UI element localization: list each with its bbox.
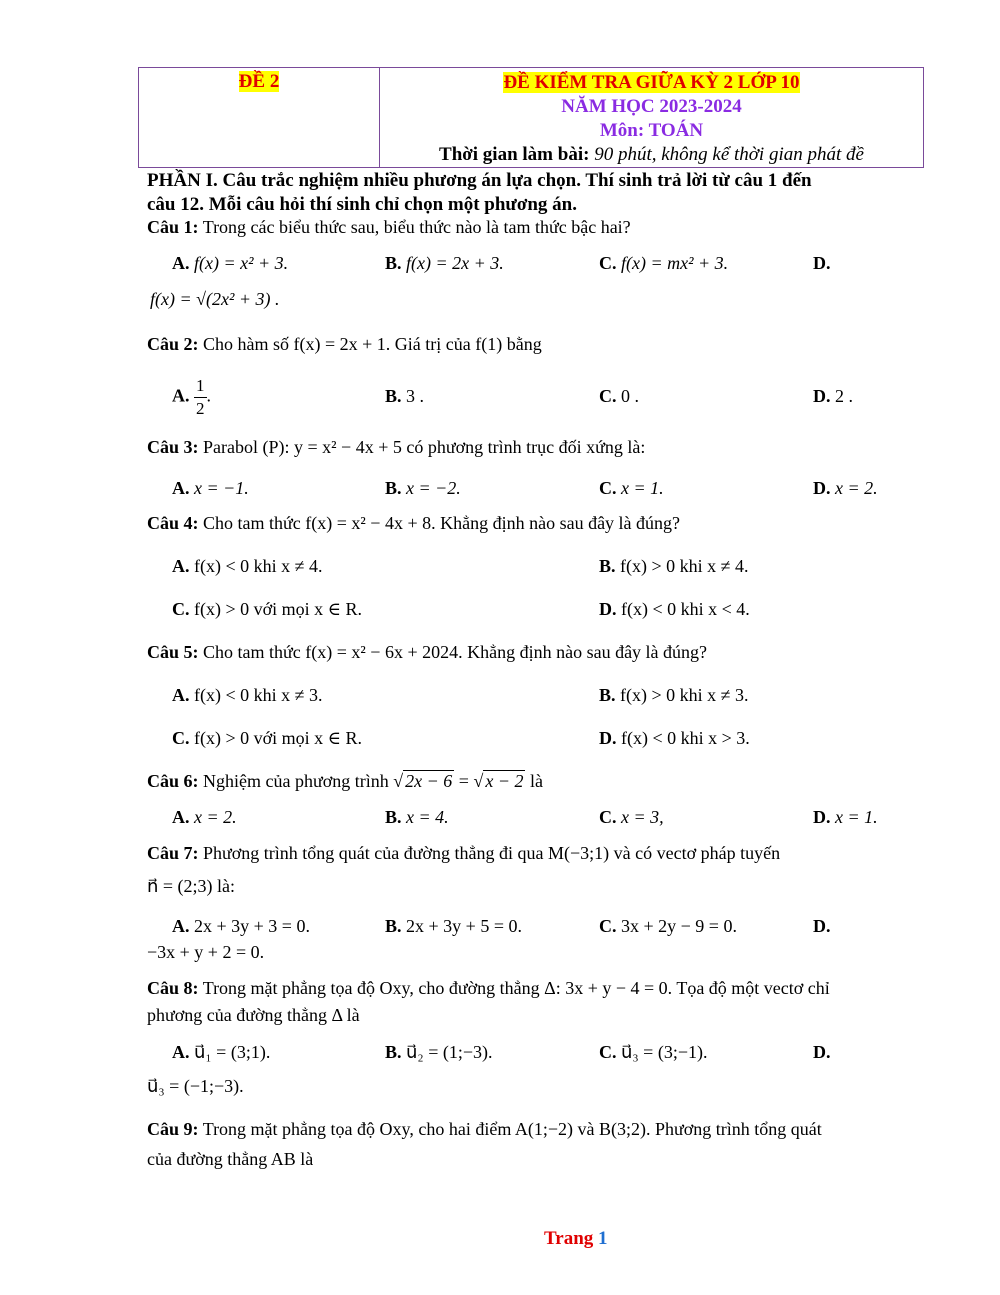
option-d[interactable]: D. f(x) < 0 khi x > 3. xyxy=(599,728,750,748)
question-9: Câu 9: Trong mặt phẳng tọa độ Oxy, cho hai điểm A(1;−2) và B(3;2). Phương trình tổng quát xyxy=(147,1119,822,1139)
question-2: Câu 2: Cho hàm số f(x) = 2x + 1. Giá trị của f(1) bằng xyxy=(147,334,542,354)
option-d[interactable]: D. xyxy=(813,916,831,936)
option-d[interactable]: D. x = 1. xyxy=(813,807,878,827)
question-6: Câu 6: Nghiệm của phương trình √ 2x − 6 = √ x − 2 là xyxy=(147,771,543,791)
question-3: Câu 3: Parabol (P): y = x² − 4x + 5 có phương trình trục đối xứng là: xyxy=(147,437,646,457)
section-title-line1: PHẦN I. Câu trắc nghiệm nhiều phương án lựa chọn. Thí sinh trả lời từ câu 1 đến xyxy=(147,170,812,191)
question-8: Câu 8: Trong mặt phẳng tọa độ Oxy, cho đường thẳng Δ: 3x + y − 4 = 0. Tọa độ một vectơ chỉ xyxy=(147,978,830,998)
question-8-line2: phương của đường thẳng Δ là xyxy=(147,1005,360,1025)
option-c[interactable]: C. f(x) = mx² + 3. xyxy=(599,253,729,273)
option-c[interactable]: C. x = 1. xyxy=(599,478,664,498)
option-b[interactable]: B. 2x + 3y + 5 = 0. xyxy=(385,916,522,936)
time-label: Thời gian làm bài: xyxy=(439,144,590,165)
page-footer xyxy=(544,1228,608,1250)
sqrt-expression: 2x − 6 xyxy=(405,771,453,791)
option-d[interactable]: D. xyxy=(813,1042,831,1062)
option-b[interactable]: B. 3 . xyxy=(385,386,425,406)
exam-code: ĐỀ 2 xyxy=(238,71,280,92)
option-d-value: −3x + y + 2 = 0. xyxy=(147,942,265,962)
option-c[interactable]: C. f(x) > 0 với mọi x ∈ R. xyxy=(172,599,362,619)
option-d-value: f(x) = √(2x² + 3) . xyxy=(150,289,280,309)
page-number: 1 xyxy=(598,1228,608,1249)
time-value: 90 phút, không kể thời gian phát đề xyxy=(594,144,864,165)
option-d[interactable]: D. 2 . xyxy=(813,386,853,406)
subject: Môn: TOÁN xyxy=(599,120,704,141)
option-b[interactable]: B. x = −2. xyxy=(385,478,461,498)
option-d-value: u⃗₃ = (−1;−3). xyxy=(147,1076,244,1096)
option-b[interactable]: B. x = 4. xyxy=(385,807,449,827)
option-b[interactable]: B. u⃗₂ = (1;−3). xyxy=(385,1042,493,1062)
option-c[interactable]: C. 0 . xyxy=(599,386,639,406)
option-a[interactable]: A. u⃗₁ = (3;1). xyxy=(172,1042,271,1062)
header-left-cell xyxy=(139,68,380,168)
question-1 xyxy=(147,217,631,238)
question-9-line2: của đường thẳng AB là xyxy=(147,1149,314,1169)
question-7-line2: n⃗ = (2;3) là: xyxy=(147,876,236,896)
school-year: NĂM HỌC 2023-2024 xyxy=(561,96,742,117)
question-7: Câu 7: Phương trình tổng quát của đường thẳng đi qua M(−3;1) và có vectơ pháp tuyến xyxy=(147,843,781,863)
question-label: Câu 1: xyxy=(147,217,199,237)
option-a[interactable]: A. $\frac{1}{2}$ . xyxy=(172,376,211,418)
option-a[interactable]: A. 2x + 3y + 3 = 0. xyxy=(172,916,310,936)
section-title-line2: câu 12. Mỗi câu hỏi thí sinh chỉ chọn một phương án. xyxy=(147,194,577,215)
option-d[interactable]: D. f(x) < 0 khi x < 4. xyxy=(599,599,750,619)
option-b[interactable]: B. f(x) > 0 khi x ≠ 4. xyxy=(599,556,749,576)
header-table xyxy=(138,67,924,168)
option-a[interactable]: A. x = 2. xyxy=(172,807,237,827)
option-a[interactable]: A. x = −1. xyxy=(172,478,249,498)
option-c[interactable]: C. x = 3, xyxy=(599,807,664,827)
option-c[interactable]: C. f(x) > 0 với mọi x ∈ R. xyxy=(172,728,362,748)
header-right-cell xyxy=(380,68,924,168)
option-c[interactable]: C. u⃗₃ = (3;−1). xyxy=(599,1042,708,1062)
option-b[interactable]: B. f(x) = 2x + 3. xyxy=(385,253,504,273)
option-d[interactable]: D. xyxy=(813,253,831,273)
exam-title: ĐỀ KIỂM TRA GIỮA KỲ 2 LỚP 10 xyxy=(503,72,800,93)
question-4: Câu 4: Cho tam thức f(x) = x² − 4x + 8. Khẳng định nào sau đây là đúng? xyxy=(147,513,681,533)
option-a[interactable]: A. f(x) < 0 khi x ≠ 3. xyxy=(172,685,323,705)
option-b[interactable]: B. f(x) > 0 khi x ≠ 3. xyxy=(599,685,749,705)
page-label: Trang xyxy=(544,1228,594,1249)
option-a[interactable]: A. f(x) = x² + 3. xyxy=(172,253,289,273)
option-c[interactable]: C. 3x + 2y − 9 = 0. xyxy=(599,916,737,936)
option-d[interactable]: D. x = 2. xyxy=(813,478,878,498)
option-a[interactable]: A. f(x) < 0 khi x ≠ 4. xyxy=(172,556,323,576)
sqrt-expression: x − 2 xyxy=(485,771,524,791)
fraction: $\frac{1}{2}$ xyxy=(196,376,205,418)
question-5: Câu 5: Cho tam thức f(x) = x² − 6x + 2024. Khẳng định nào sau đây là đúng? xyxy=(147,642,708,662)
question-text: Trong các biểu thức sau, biểu thức nào là tam thức bậc hai? xyxy=(202,217,631,237)
